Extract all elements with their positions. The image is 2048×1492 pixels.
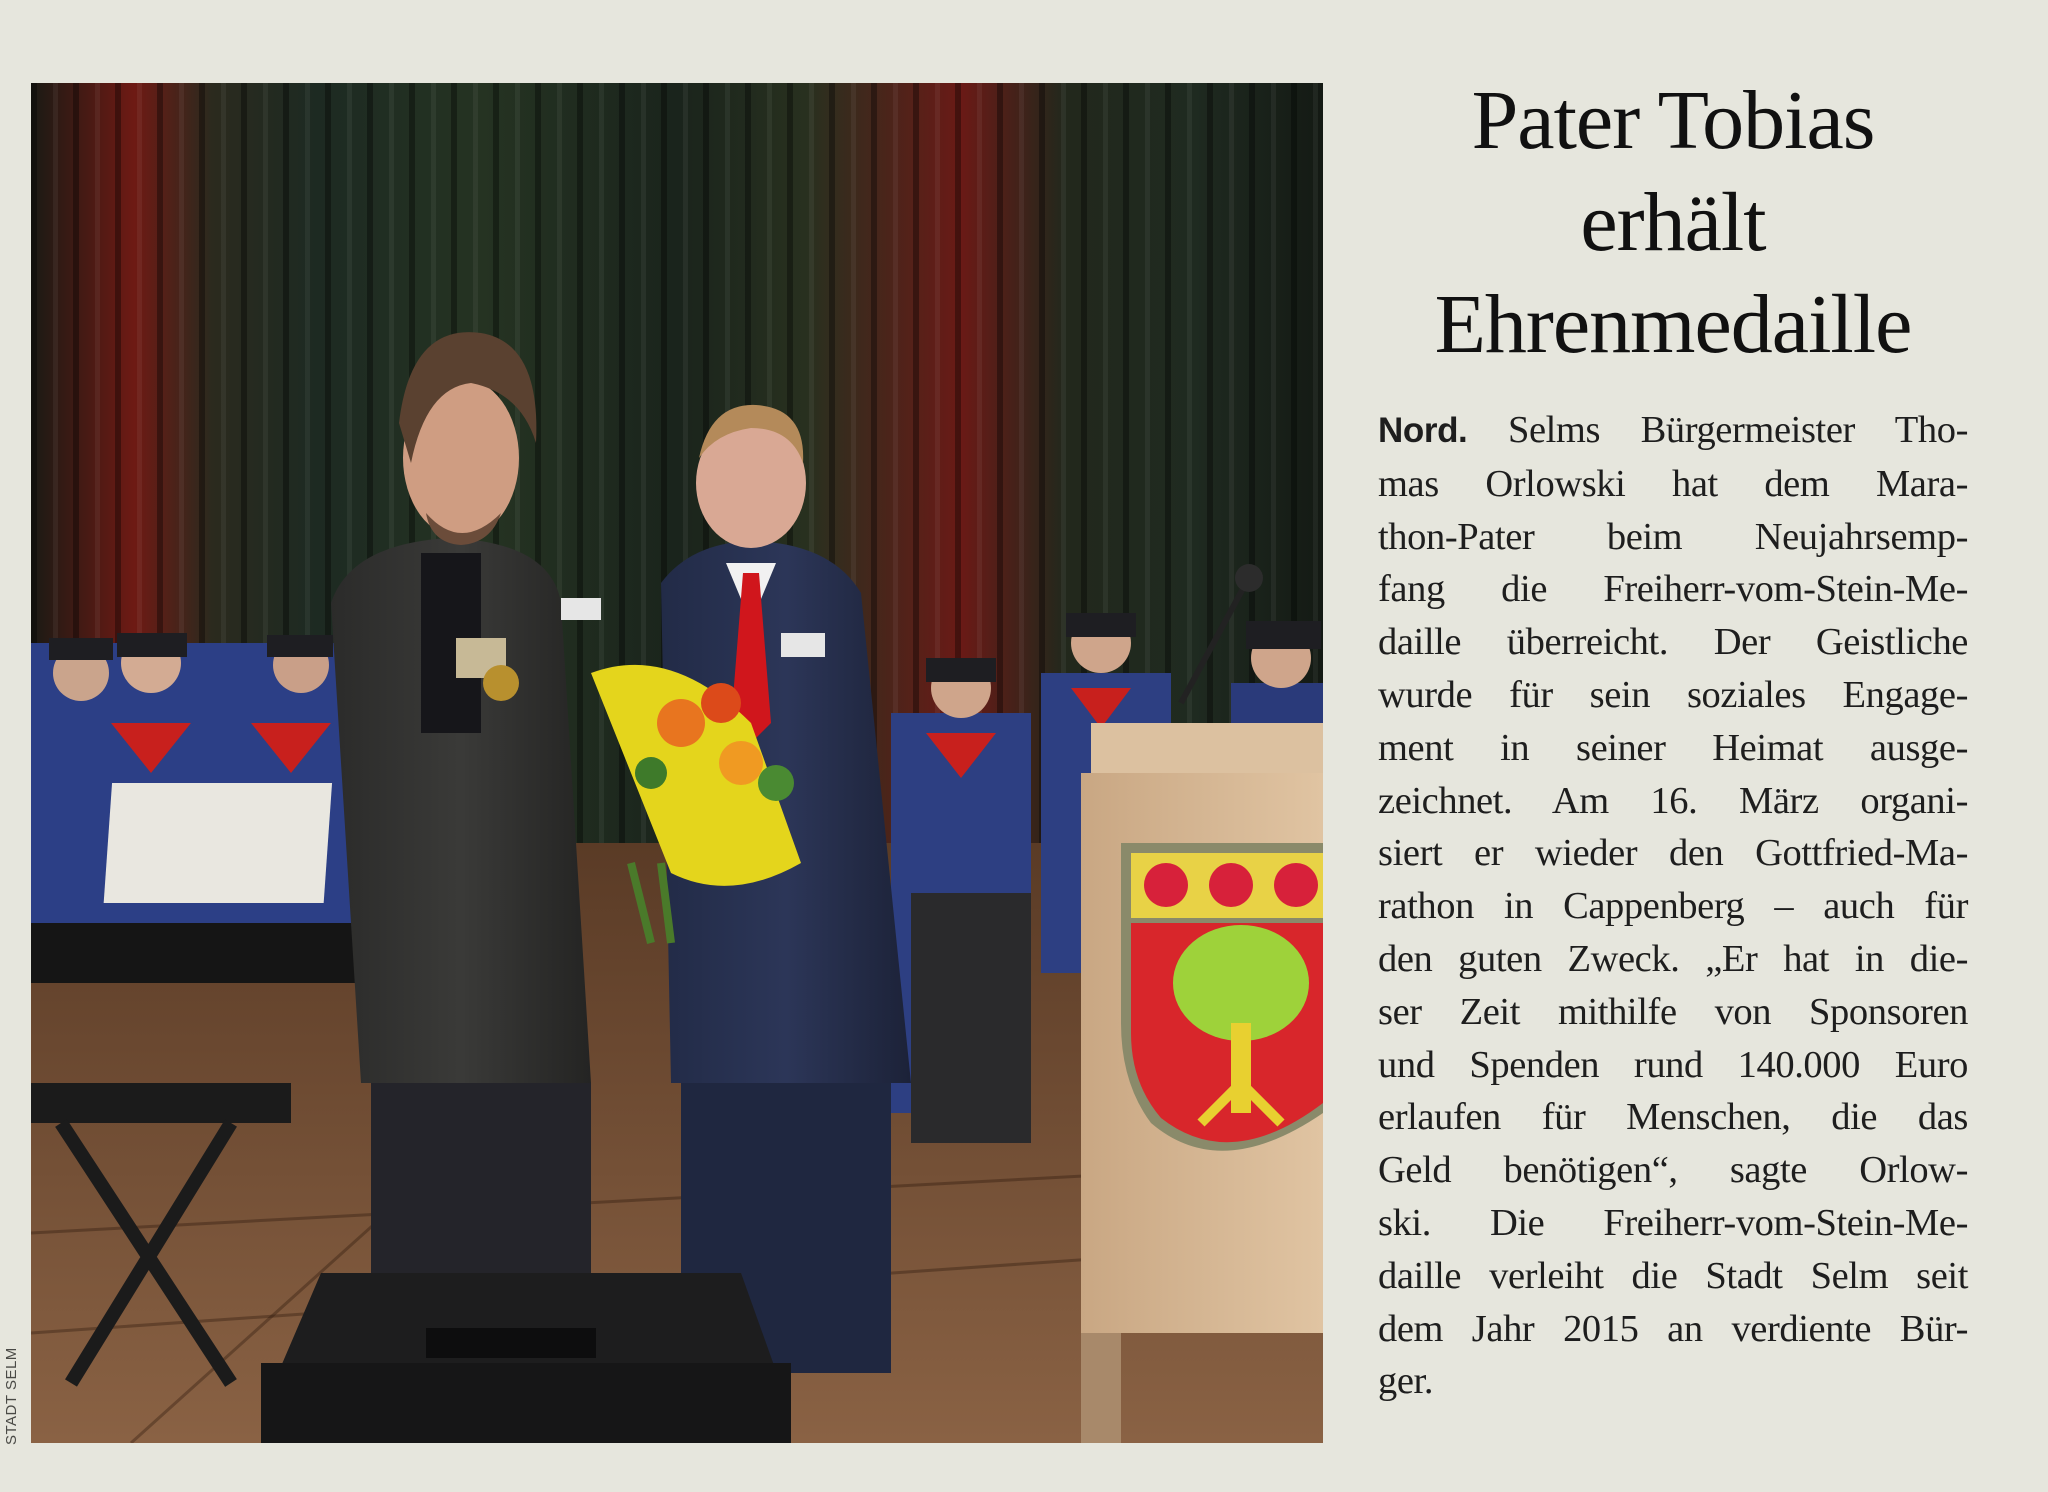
body-line: zeichnet. Am 16. März organi- — [1378, 779, 1968, 822]
body-line — [1378, 404, 1968, 458]
body-line: daille überreicht. Der Geistliche — [1378, 621, 1968, 664]
body-line: ski. Die Freiherr-vom-Stein-Me- — [1378, 1201, 1968, 1244]
body-line: dem Jahr 2015 an verdiente Bür- — [1378, 1307, 1968, 1350]
article-body — [1378, 404, 1968, 1408]
body-line: fang die Freiherr-vom-Stein-Me- — [1378, 568, 1968, 611]
body-line: thon-Pater beim Neujahrsemp- — [1378, 515, 1968, 558]
headline — [1378, 70, 1968, 376]
body-line: mas Orlowski hat dem Mara- — [1378, 462, 1968, 505]
body-line: und Spenden rund 140.000 Euro — [1378, 1043, 1968, 1086]
lead-word: Nord. — [1378, 411, 1468, 450]
headline-line-2: erhält — [1580, 176, 1766, 269]
body-line: ger. — [1378, 1360, 1434, 1403]
body-line: ment in seiner Heimat ausge- — [1378, 726, 1968, 769]
photo-credit: STADT SELM — [3, 1347, 20, 1445]
body-line: ser Zeit mithilfe von Sponsoren — [1378, 990, 1968, 1033]
photo-award-ceremony — [31, 83, 1323, 1443]
body-line: den guten Zweck. „Er hat in die- — [1378, 937, 1968, 980]
body-line: daille verleiht die Stadt Selm seit — [1378, 1254, 1968, 1297]
body-line-text: Selms Bürgermeister Tho- — [1507, 409, 1969, 451]
headline-line-3: Ehrenmedaille — [1434, 278, 1912, 371]
article — [1378, 70, 1968, 1408]
body-line: wurde für sein soziales Engage- — [1378, 673, 1968, 716]
body-line: siert er wieder den Gottfried-Ma- — [1378, 832, 1968, 875]
body-line: rathon in Cappenberg – auch für — [1378, 885, 1968, 928]
article-photo — [31, 83, 1323, 1443]
headline-line-1: Pater Tobias — [1471, 74, 1875, 167]
stage-monitor — [261, 1273, 791, 1443]
body-line: Geld benötigen“, sagte Orlow- — [1378, 1149, 1968, 1192]
body-line: erlaufen für Menschen, die das — [1378, 1096, 1968, 1139]
